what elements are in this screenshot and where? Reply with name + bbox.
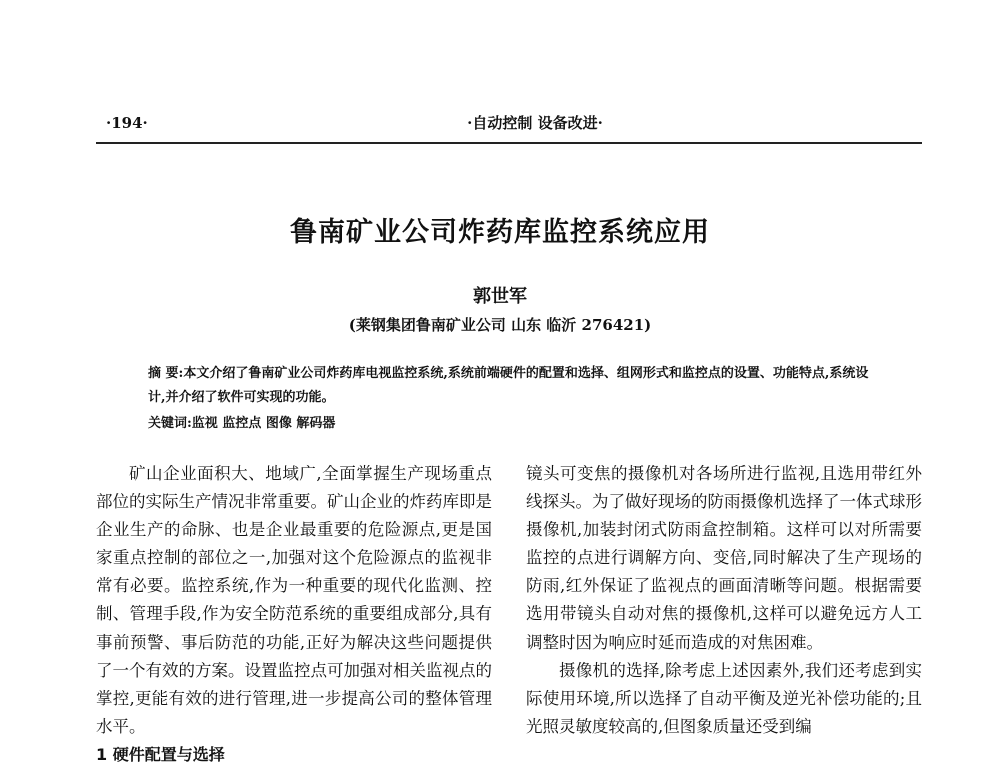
body-paragraph: 摄像机的选择,除考虑上述因素外,我们还考虑到实际使用环境,所以选择了自动平衡及逆光补偿功能的;且光照灵敏度较高的,但图象质量还受到编 xyxy=(526,660,922,736)
header-rule xyxy=(96,142,922,144)
keywords: 关键词:监视 监控点 图像 解码器 xyxy=(148,416,336,431)
paper-title: 鲁南矿业公司炸药库监控系统应用 xyxy=(290,217,710,248)
body-column-right xyxy=(526,460,922,741)
author: 郭世军 xyxy=(473,286,527,307)
abstract: 摘 要:本文介绍了鲁南矿业公司炸药库电视监控系统,系统前端硬件的配置和选择、组网形式和监控点的设置、功能特点,系统设计,并介绍了软件可实现的功能。 xyxy=(148,366,869,405)
section-heading: 1 硬件配置与选择 xyxy=(96,744,225,764)
page-number: ·194· xyxy=(106,114,148,132)
running-header: ·自动控制 设备改进· xyxy=(467,114,603,132)
body-paragraph: 镜头可变焦的摄像机对各场所进行监视,且选用带红外线探头。为了做好现场的防雨摄像机选择了一体式球形摄像机,加装封闭式防雨盒控制箱。这样可以对所需要监控的点进行调解方向、变倍,同时解决了生产现场的防雨,红外保证了监视点的画面清晰等问题。根据需要选用带镜头自动对焦的摄像机,这样可以避免远方人工调整时因为响应时延而造成的对焦困难。 xyxy=(526,464,922,652)
body-paragraph: 矿山企业面积大、地域广,全面掌握生产现场重点部位的实际生产情况非常重要。矿山企业的炸药库即是企业生产的命脉、也是企业最重要的危险源点,更是国家重点控制的部位之一,加强对这个危险源点的监视非常有必要。监控系统,作为一种重要的现代化监测、控制、管理手段,作为安全防范系统的重要组成部分,具有事前预警、事后防范的功能,正好为解决这些问题提供了一个有效的方案。设置监控点可加强对相关监视点的掌控,更能有效的进行管理,进一步提高公司的整体管理水平。 xyxy=(96,464,492,736)
affiliation: (莱钢集团鲁南矿业公司 山东 临沂 276421) xyxy=(348,316,652,334)
body-column-left xyxy=(96,460,492,769)
